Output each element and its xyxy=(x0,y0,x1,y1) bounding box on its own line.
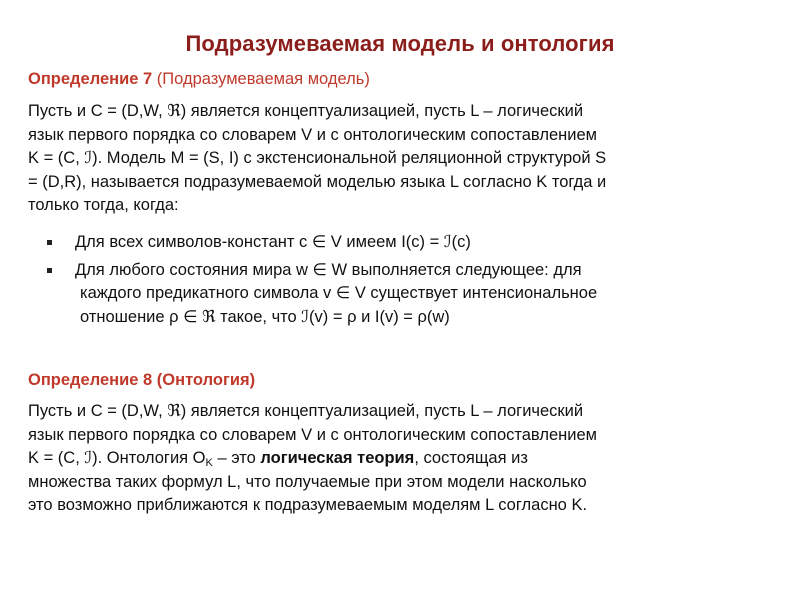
definition-7-subtitle: (Подразумеваемая модель) xyxy=(156,70,370,88)
text-segment: K = (C, ℐ). Онтология O xyxy=(28,449,206,467)
list-item xyxy=(55,259,775,330)
text-line: отношение ρ ∈ ℜ такое, что ℐ(v) = ρ и I(v) = ρ(w) xyxy=(80,307,450,326)
text-line: = (D,R), называется подразумеваемой моделью языка L согласно K тогда и xyxy=(28,172,607,191)
text-line: Для любого состояния мира w ∈ W выполняется следующее: для xyxy=(75,260,582,279)
definition-8-body xyxy=(28,400,788,518)
text-line: язык первого порядка со словарем V и с онтологическим сопоставлением xyxy=(28,125,597,144)
text-line: язык первого порядка со словарем V и с онтологическим сопоставлением xyxy=(28,425,597,444)
definition-7-conditions xyxy=(55,231,775,329)
definition-7-heading xyxy=(28,68,370,90)
text-line: это возможно приближаются к подразумеваемым моделям L согласно K. xyxy=(28,496,588,514)
text-segment: , состоящая из xyxy=(414,449,528,467)
text-line: Для всех символов-констант c ∈ V имеем I(c) = ℐ(c) xyxy=(75,233,471,251)
text-line: множества таких формул L, что получаемые при этом модели насколько xyxy=(28,472,587,491)
text-line: каждого предикатного символа v ∈ V существует интенсиональное xyxy=(80,284,598,302)
definition-7-label: Определение 7 xyxy=(28,70,153,88)
definition-8-heading: Определение 8 (Онтология) xyxy=(28,371,256,389)
square-bullet-icon xyxy=(47,268,52,273)
text-line: только тогда, когда: xyxy=(28,196,179,214)
text-line: Пусть и C = (D,W, ℜ) является концептуализацией, пусть L – логический xyxy=(28,402,584,420)
definition-7-body xyxy=(28,100,788,218)
text-line: K = (C, ℐ). Модель M = (S, I) с экстенсиональной реляционной структурой S xyxy=(28,149,607,167)
text-segment: – это xyxy=(212,449,261,467)
text-line: Пусть и C = (D,W, ℜ) является концептуализацией, пусть L – логический xyxy=(28,102,584,120)
text-line xyxy=(28,447,788,471)
emphasized-term: логическая теория xyxy=(260,449,415,467)
list-item xyxy=(55,231,775,255)
subscript: K xyxy=(205,457,213,469)
square-bullet-icon xyxy=(47,240,52,245)
slide-title: Подразумеваемая модель и онтология xyxy=(185,31,615,56)
